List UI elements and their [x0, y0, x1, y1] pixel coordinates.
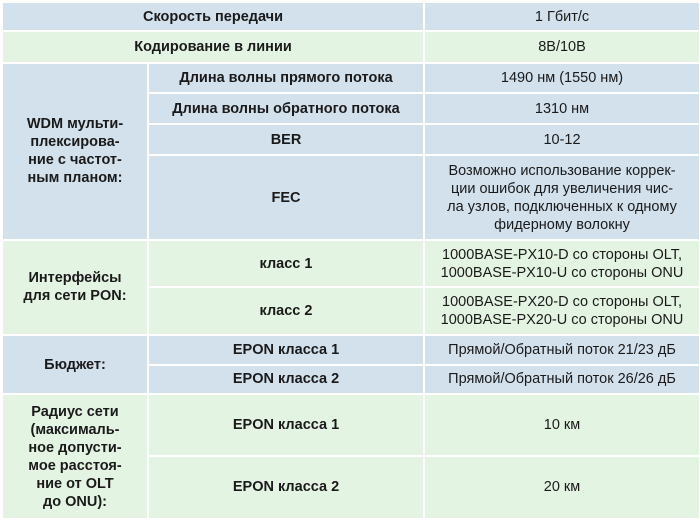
table-row: [2, 2, 700, 31]
pon-class1-label: класс 1: [148, 240, 424, 288]
radius-epon2-label: EPON класса 2: [148, 456, 424, 519]
speed-label: Скорость передачи: [2, 2, 424, 31]
radius-epon1-value: 10 км: [424, 394, 700, 456]
pon-class2-value: 1000BASE-PX20-D со стороны OLT, 1000BASE-PX20-U со стороны ONU: [424, 287, 700, 335]
ber-label: BER: [148, 124, 424, 155]
fec-value: Возможно использование коррек- ции ошибок для увеличения чис- ла узлов, подключенных к одному фидерному волокну: [424, 155, 700, 239]
table-row: [2, 394, 700, 456]
table-row: [2, 335, 700, 364]
spec-table: [1, 1, 700, 520]
radius-epon1-label: EPON класса 1: [148, 394, 424, 456]
pon-class1-value: 1000BASE-PX10-D со стороны OLT, 1000BASE-PX10-U со стороны ONU: [424, 240, 700, 288]
budget-epon1-label: EPON класса 1: [148, 335, 424, 364]
upstream-wavelength-value: 1310 нм: [424, 93, 700, 123]
coding-value: 8B/10B: [424, 31, 700, 62]
fec-label: FEC: [148, 155, 424, 239]
radius-group-label: Радиус сети (максималь- ное допусти- мое расстоя- ние от OLT до ONU):: [2, 394, 148, 519]
table-row: [2, 240, 700, 288]
budget-epon2-label: EPON класса 2: [148, 365, 424, 394]
upstream-wavelength-label: Длина волны обратного потока: [148, 93, 424, 123]
ber-value: 10-12: [424, 124, 700, 155]
budget-epon2-value: Прямой/Обратный поток 26/26 дБ: [424, 365, 700, 394]
table-row: [2, 63, 700, 93]
speed-value: 1 Гбит/с: [424, 2, 700, 31]
budget-epon1-value: Прямой/Обратный поток 21/23 дБ: [424, 335, 700, 364]
table-row: [2, 31, 700, 62]
pon-class2-label: класс 2: [148, 287, 424, 335]
downstream-wavelength-label: Длина волны прямого потока: [148, 63, 424, 93]
wdm-group-label: WDM мульти- плексирова- ние с частот- ным планом:: [2, 63, 148, 240]
downstream-wavelength-value: 1490 нм (1550 нм): [424, 63, 700, 93]
radius-epon2-value: 20 км: [424, 456, 700, 519]
pon-group-label: Интерфейсы для сети PON:: [2, 240, 148, 335]
coding-label: Кодирование в линии: [2, 31, 424, 62]
budget-group-label: Бюджет:: [2, 335, 148, 394]
